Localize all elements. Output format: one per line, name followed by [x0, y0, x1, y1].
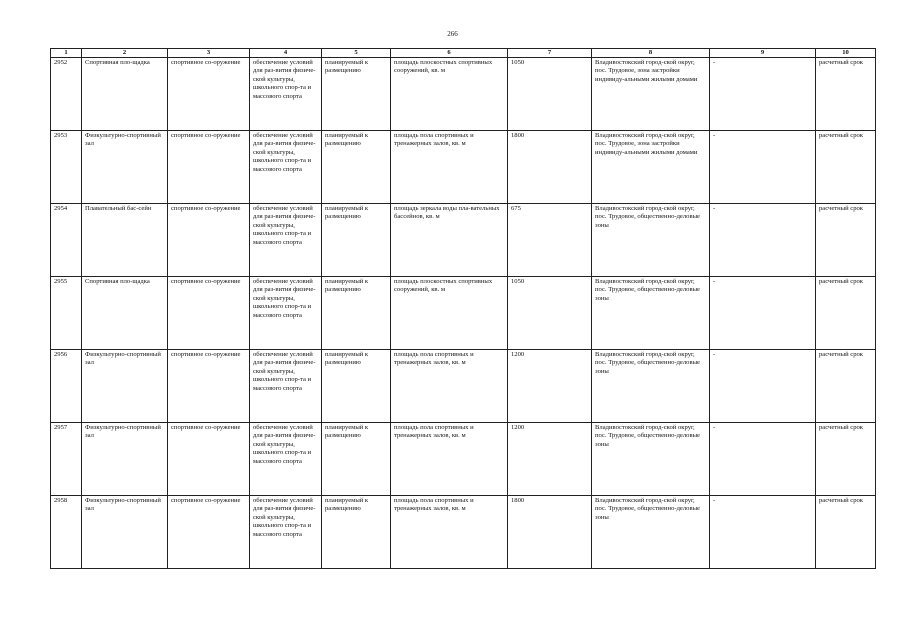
- object-name: Физкультурно-спортивный зал: [82, 423, 168, 496]
- row-number: 2958: [51, 496, 82, 569]
- object-term: расчетный срок: [816, 423, 876, 496]
- row-number: 2952: [51, 58, 82, 131]
- row-number: 2957: [51, 423, 82, 496]
- column-header-9: 9: [710, 49, 816, 58]
- column-header-3: 3: [168, 49, 250, 58]
- object-type: спортивное со-оружение: [168, 277, 250, 350]
- object-name: Физкультурно-спортивный зал: [82, 496, 168, 569]
- object-status: планируемый к размещению: [322, 350, 391, 423]
- object-indicator: площадь пола спортивных и тренажерных залов, кв. м: [391, 496, 508, 569]
- object-type: спортивное со-оружение: [168, 496, 250, 569]
- column-header-5: 5: [322, 49, 391, 58]
- row-number: 2956: [51, 350, 82, 423]
- page-number: 266: [447, 30, 458, 38]
- row-number: 2954: [51, 204, 82, 277]
- object-value: 1200: [508, 350, 592, 423]
- object-indicator: площадь плоскостных спортивных сооружений, кв. м: [391, 58, 508, 131]
- object-zone: -: [710, 350, 816, 423]
- object-term: расчетный срок: [816, 496, 876, 569]
- object-status: планируемый к размещению: [322, 423, 391, 496]
- objects-table: [50, 48, 876, 569]
- row-number: 2955: [51, 277, 82, 350]
- object-status: планируемый к размещению: [322, 131, 391, 204]
- column-header-7: 7: [508, 49, 592, 58]
- column-header-2: 2: [82, 49, 168, 58]
- table-row: [51, 350, 876, 423]
- object-location: Владивостокский город-ской округ, пос. Трудовое, общественно-деловые зоны: [592, 350, 710, 423]
- object-term: расчетный срок: [816, 58, 876, 131]
- object-zone: -: [710, 277, 816, 350]
- object-status: планируемый к размещению: [322, 204, 391, 277]
- object-zone: -: [710, 423, 816, 496]
- object-location: Владивостокский город-ской округ, пос. Трудовое, общественно-деловые зоны: [592, 496, 710, 569]
- table-row: [51, 131, 876, 204]
- object-name: Физкультурно-спортивный зал: [82, 131, 168, 204]
- object-name: Плавательный бас-сейн: [82, 204, 168, 277]
- object-type: спортивное со-оружение: [168, 58, 250, 131]
- object-purpose: обеспечение условий для раз-вития физиче-ской культуры, школьного спор-та и массового спорта: [250, 277, 322, 350]
- object-location: Владивостокский город-ской округ, пос. Трудовое, зона застройки индивиду-альными жилыми домами: [592, 131, 710, 204]
- object-name: Спортивная пло-щадка: [82, 58, 168, 131]
- object-zone: -: [710, 204, 816, 277]
- table-row: [51, 423, 876, 496]
- column-header-8: 8: [592, 49, 710, 58]
- object-value: 1800: [508, 496, 592, 569]
- table-row: [51, 58, 876, 131]
- object-zone: -: [710, 131, 816, 204]
- object-purpose: обеспечение условий для раз-вития физиче-ской культуры, школьного спор-та и массового спорта: [250, 58, 322, 131]
- table-row: [51, 277, 876, 350]
- object-zone: -: [710, 58, 816, 131]
- object-purpose: обеспечение условий для раз-вития физиче-ской культуры, школьного спор-та и массового спорта: [250, 204, 322, 277]
- object-purpose: обеспечение условий для раз-вития физиче-ской культуры, школьного спор-та и массового спорта: [250, 131, 322, 204]
- object-indicator: площадь пола спортивных и тренажерных залов, кв. м: [391, 131, 508, 204]
- object-indicator: площадь пола спортивных и тренажерных залов, кв. м: [391, 423, 508, 496]
- object-value: 1050: [508, 277, 592, 350]
- object-status: планируемый к размещению: [322, 496, 391, 569]
- header-row: [51, 49, 876, 58]
- object-status: планируемый к размещению: [322, 277, 391, 350]
- object-purpose: обеспечение условий для раз-вития физиче-ской культуры, школьного спор-та и массового спорта: [250, 423, 322, 496]
- object-location: Владивостокский город-ской округ, пос. Трудовое, общественно-деловые зоны: [592, 204, 710, 277]
- object-term: расчетный срок: [816, 277, 876, 350]
- object-indicator: площадь плоскостных спортивных сооружений, кв. м: [391, 277, 508, 350]
- object-type: спортивное со-оружение: [168, 350, 250, 423]
- column-header-10: 10: [816, 49, 876, 58]
- object-value: 1200: [508, 423, 592, 496]
- column-header-4: 4: [250, 49, 322, 58]
- table-row: [51, 496, 876, 569]
- object-indicator: площадь пола спортивных и тренажерных залов, кв. м: [391, 350, 508, 423]
- object-purpose: обеспечение условий для раз-вития физиче-ской культуры, школьного спор-та и массового спорта: [250, 350, 322, 423]
- object-type: спортивное со-оружение: [168, 204, 250, 277]
- object-term: расчетный срок: [816, 350, 876, 423]
- object-type: спортивное со-оружение: [168, 423, 250, 496]
- object-value: 675: [508, 204, 592, 277]
- object-name: Физкультурно-спортивный зал: [82, 350, 168, 423]
- object-status: планируемый к размещению: [322, 58, 391, 131]
- object-value: 1800: [508, 131, 592, 204]
- column-header-6: 6: [391, 49, 508, 58]
- row-number: 2953: [51, 131, 82, 204]
- object-term: расчетный срок: [816, 131, 876, 204]
- object-zone: -: [710, 496, 816, 569]
- object-type: спортивное со-оружение: [168, 131, 250, 204]
- object-location: Владивостокский город-ской округ, пос. Трудовое, общественно-деловые зоны: [592, 277, 710, 350]
- object-name: Спортивная пло-щадка: [82, 277, 168, 350]
- object-value: 1050: [508, 58, 592, 131]
- object-indicator: площадь зеркала воды пла-вательных бассейнов, кв. м: [391, 204, 508, 277]
- object-location: Владивостокский город-ской округ, пос. Трудовое, зона застройки индивиду-альными жилыми домами: [592, 58, 710, 131]
- object-location: Владивостокский город-ской округ, пос. Трудовое, общественно-деловые зоны: [592, 423, 710, 496]
- table-row: [51, 204, 876, 277]
- object-purpose: обеспечение условий для раз-вития физиче-ской культуры, школьного спор-та и массового спорта: [250, 496, 322, 569]
- column-header-1: 1: [51, 49, 82, 58]
- object-term: расчетный срок: [816, 204, 876, 277]
